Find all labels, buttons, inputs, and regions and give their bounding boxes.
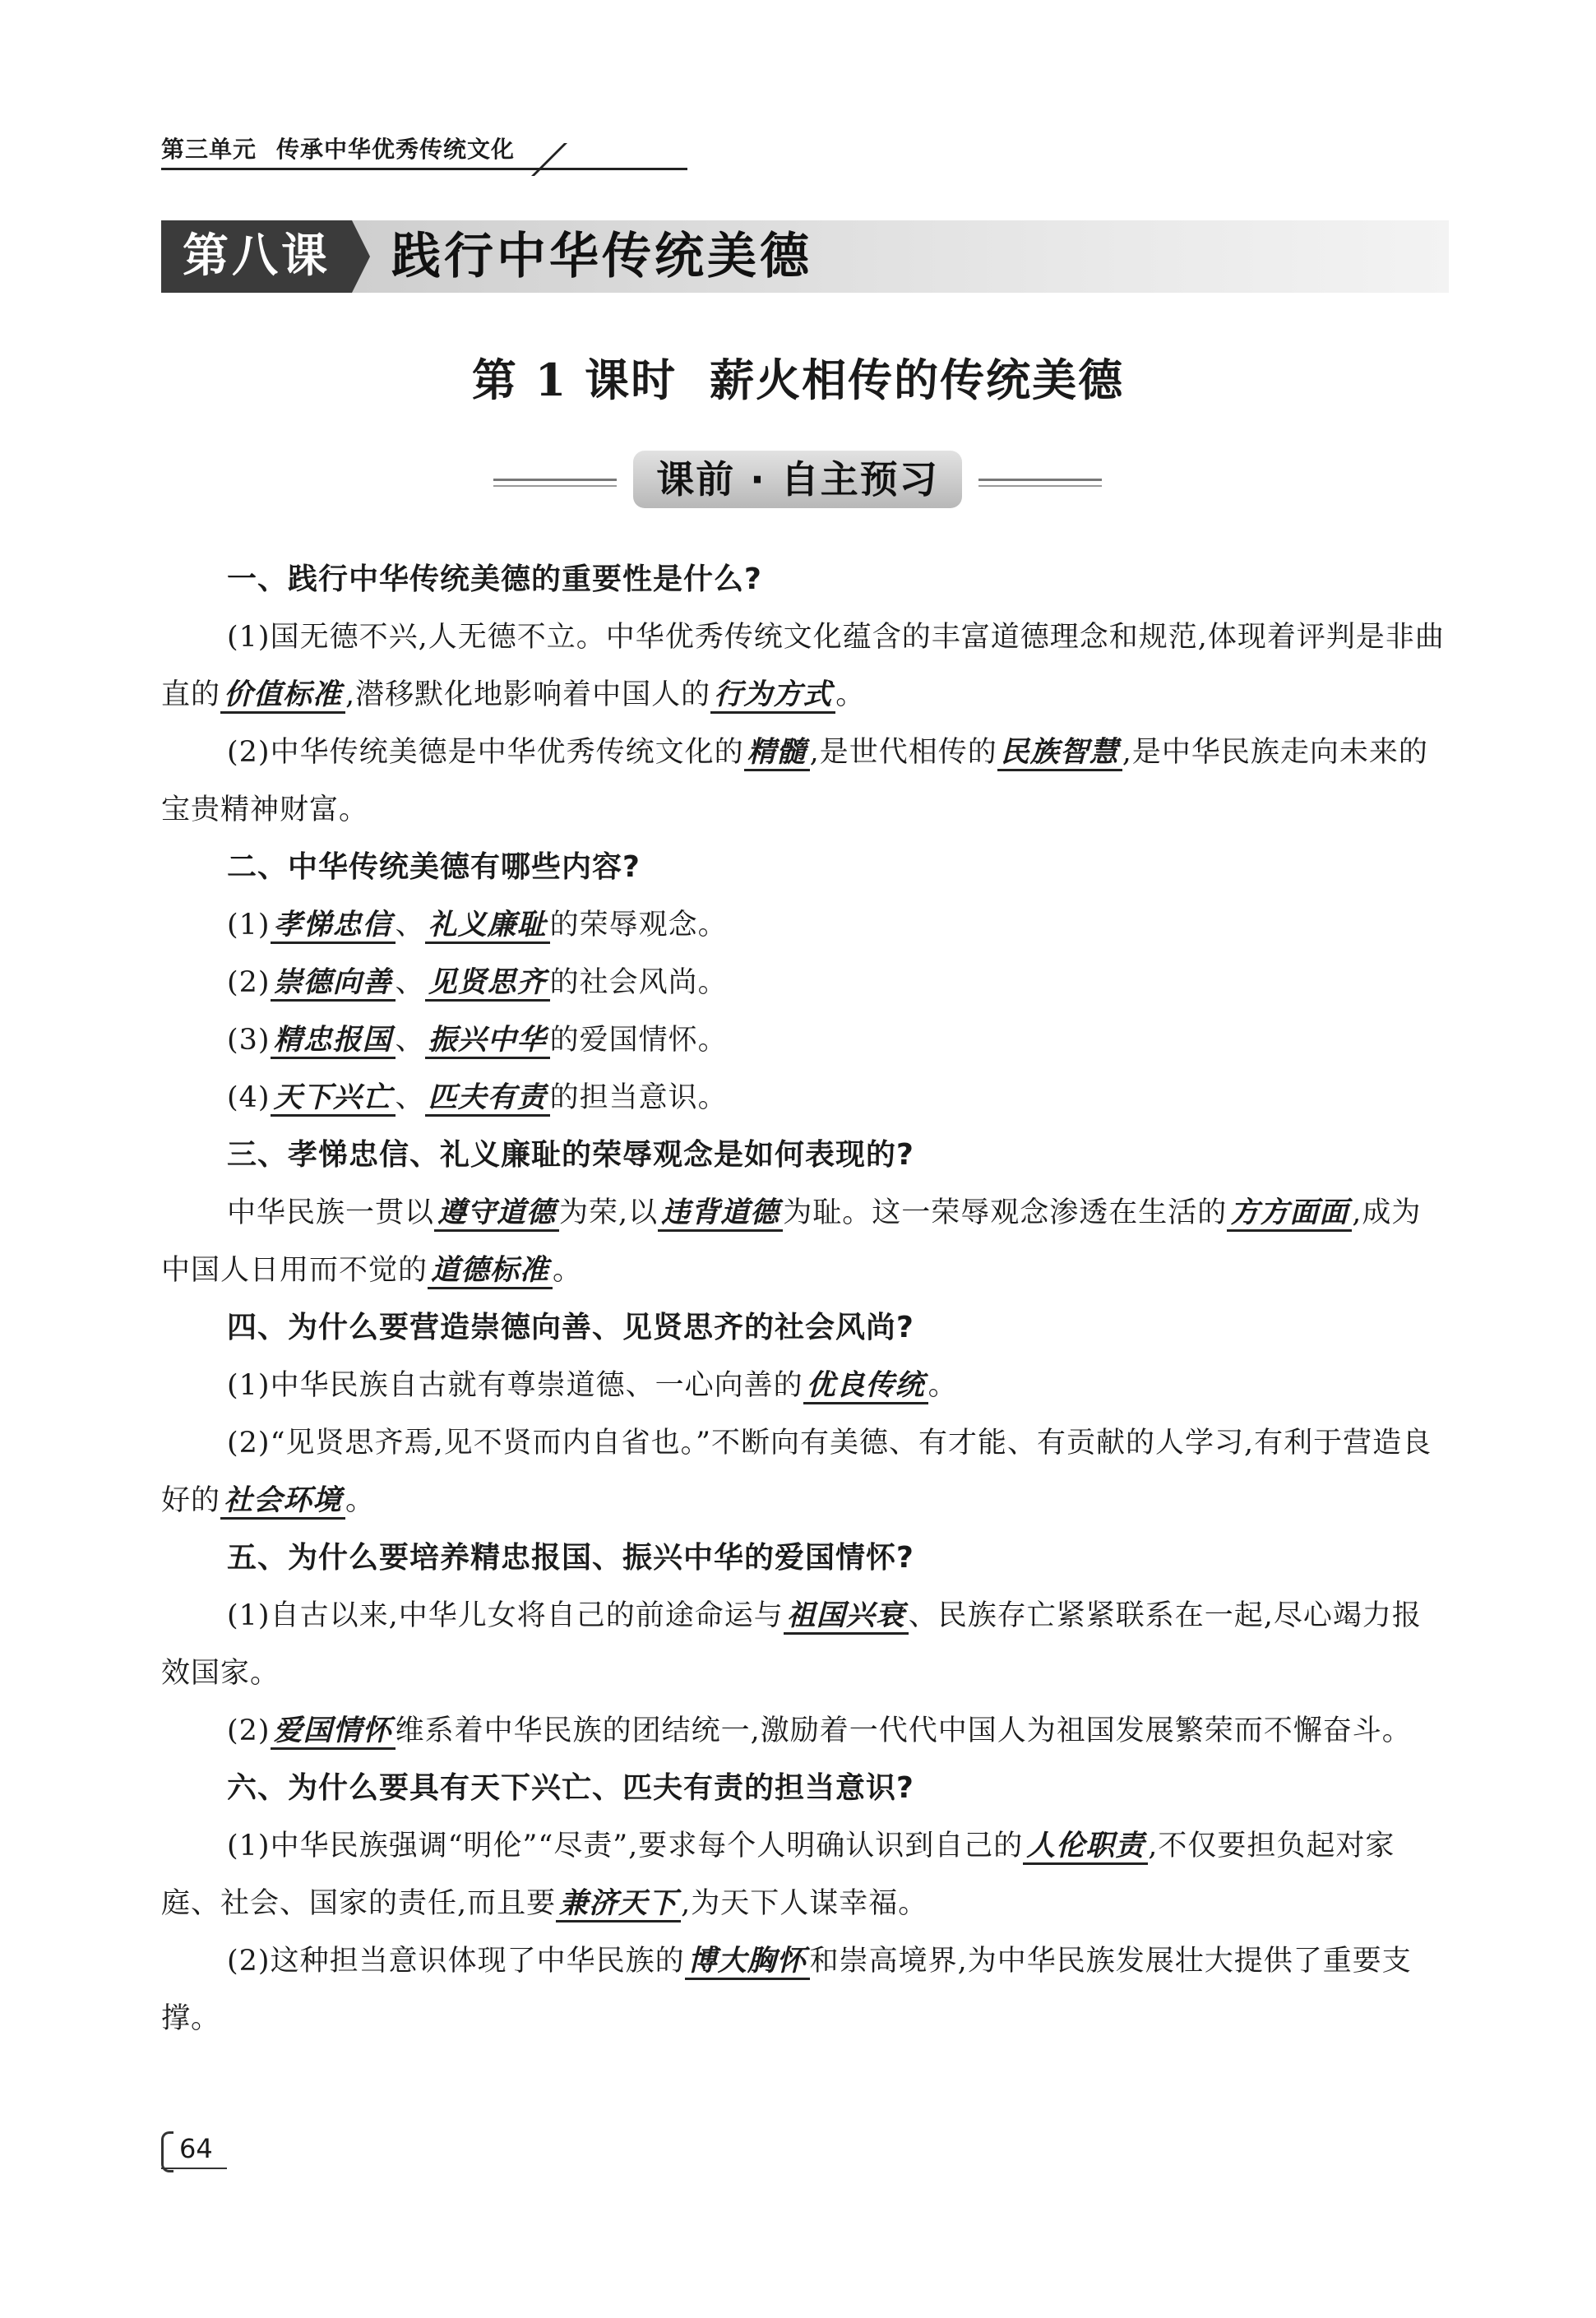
text: (4) bbox=[227, 1081, 271, 1114]
answer-blank: 见贤思齐 bbox=[425, 965, 550, 1002]
text: 和崇高境界,为中华民族发展壮大提供了重要支撑。 bbox=[161, 1945, 1412, 2035]
text: ,为天下人谋幸福。 bbox=[681, 1887, 928, 1920]
text: (3) bbox=[227, 1024, 271, 1057]
answer-blank: 博大胸怀 bbox=[685, 1944, 810, 1980]
answer-blank: 崇德向善 bbox=[271, 965, 396, 1002]
question-2-item bbox=[161, 1011, 1449, 1069]
unit-header-text bbox=[161, 132, 534, 164]
question-6-para-1 bbox=[161, 1817, 1449, 1932]
answer-blank: 价值标准 bbox=[220, 678, 345, 714]
period-name: 薪火相传的传统美德 bbox=[710, 354, 1125, 406]
text: (2) bbox=[227, 1714, 271, 1747]
answer-blank: 遵守道德 bbox=[434, 1196, 559, 1232]
text: 中华民族一贯以 bbox=[227, 1196, 435, 1229]
answer-blank: 兼济天下 bbox=[556, 1886, 681, 1922]
text: ,不仅要担负起对家庭、社会、国家的责任,而且要 bbox=[161, 1830, 1395, 1920]
text: (2) bbox=[227, 966, 271, 999]
question-4-heading: 四、为什么要营造崇德向善、见贤思齐的社会风尚? bbox=[227, 1311, 914, 1344]
question-2-item bbox=[161, 1069, 1449, 1127]
text: (2)中华传统美德是中华优秀传统文化的 bbox=[227, 736, 744, 769]
period-label: 第 1 课时 bbox=[471, 354, 678, 406]
text: 、 bbox=[395, 966, 425, 999]
text: ,是中华民族走向未来的宝贵精神财富。 bbox=[161, 736, 1428, 826]
question-5-heading: 五、为什么要培养精忠报国、振兴中华的爱国情怀? bbox=[227, 1541, 914, 1575]
section-title: 课前 · 自主预习 bbox=[633, 451, 962, 508]
unit-label: 第三单元 bbox=[161, 136, 257, 163]
answer-blank: 人伦职责 bbox=[1023, 1829, 1148, 1865]
unit-header bbox=[161, 132, 687, 173]
answer-blank: 爱国情怀 bbox=[271, 1714, 396, 1750]
text: 为耻。这一荣辱观念渗透在生活的 bbox=[783, 1196, 1228, 1229]
period-title bbox=[0, 345, 1596, 409]
text: (2)这种担当意识体现了中华民族的 bbox=[227, 1945, 685, 1978]
answer-blank: 民族智慧 bbox=[997, 735, 1122, 771]
answer-blank: 天下兴亡 bbox=[271, 1080, 396, 1117]
answer-blank: 精忠报国 bbox=[271, 1023, 396, 1059]
question-1-para-2 bbox=[161, 724, 1449, 839]
question-3-heading: 三、孝悌忠信、礼义廉耻的荣辱观念是如何表现的? bbox=[227, 1138, 914, 1172]
lesson-arrow-icon bbox=[352, 220, 370, 293]
text: ,是世代相传的 bbox=[809, 736, 997, 769]
lesson-banner bbox=[161, 220, 1449, 293]
text: 。 bbox=[835, 678, 866, 711]
text: (2)“见贤思齐焉,见不贤而内自省也。”不断向有美德、有才能、有贡献的人学习,有利于营造良好的 bbox=[161, 1427, 1432, 1517]
question-6-para-2 bbox=[161, 1932, 1449, 2047]
text: 的社会风尚。 bbox=[549, 966, 728, 999]
text: ,成为中国人日用而不觉的 bbox=[161, 1196, 1422, 1287]
text: 。 bbox=[345, 1484, 376, 1517]
question-4-para-1 bbox=[161, 1357, 1449, 1414]
text: 、 bbox=[395, 1024, 425, 1057]
answer-blank: 精髓 bbox=[744, 735, 810, 771]
text: 的爱国情怀。 bbox=[549, 1024, 728, 1057]
text: (1)自古以来,中华儿女将自己的前途命运与 bbox=[227, 1599, 784, 1632]
answer-blank: 优良传统 bbox=[803, 1368, 928, 1404]
answer-blank: 振兴中华 bbox=[425, 1023, 550, 1059]
section-line-right bbox=[978, 479, 1102, 481]
text: 的担当意识。 bbox=[549, 1081, 728, 1114]
question-6-heading: 六、为什么要具有天下兴亡、匹夫有责的担当意识? bbox=[227, 1771, 914, 1805]
page-number-text: 64 bbox=[179, 2133, 213, 2164]
answer-blank: 行为方式 bbox=[710, 678, 835, 714]
text: 、 bbox=[395, 1081, 425, 1114]
question-4-para-2 bbox=[161, 1414, 1449, 1529]
lesson-number: 第八课 bbox=[161, 220, 352, 293]
text: 。 bbox=[928, 1369, 958, 1402]
text: (1) bbox=[227, 909, 271, 942]
answer-blank: 社会环境 bbox=[220, 1483, 345, 1520]
text: ,潜移默化地影响着中国人的 bbox=[345, 678, 711, 711]
text: (1)中华民族自古就有尊崇道德、一心向善的 bbox=[227, 1369, 803, 1402]
lesson-title: 践行中华传统美德 bbox=[391, 228, 812, 285]
text: (1)中华民族强调“明伦”“尽责”,要求每个人明确认识到自己的 bbox=[227, 1830, 1024, 1862]
header-rule bbox=[161, 168, 687, 170]
text: 的荣辱观念。 bbox=[549, 909, 728, 942]
unit-title: 传承中华优秀传统文化 bbox=[276, 136, 516, 163]
question-2-item bbox=[161, 896, 1449, 954]
text: 为荣,以 bbox=[559, 1196, 659, 1229]
question-1-para-1 bbox=[161, 608, 1449, 724]
text: (1)国无德不兴,人无德不立。中华优秀传统文化蕴含的丰富道德理念和规范,体现着评判是非曲直的 bbox=[161, 621, 1445, 711]
answer-blank: 孝悌忠信 bbox=[271, 908, 396, 944]
page-bracket-icon bbox=[161, 2131, 173, 2172]
text: 、民族存亡紧紧联系在一起,尽心竭力报效国家。 bbox=[161, 1599, 1422, 1690]
text: 、 bbox=[395, 909, 425, 942]
answer-blank: 违背道德 bbox=[658, 1196, 783, 1232]
question-2-heading: 二、中华传统美德有哪些内容? bbox=[227, 850, 641, 884]
section-line-left bbox=[493, 479, 617, 481]
answer-blank: 礼义廉耻 bbox=[425, 908, 550, 944]
question-5-para-2 bbox=[161, 1702, 1449, 1760]
question-3-para bbox=[161, 1184, 1449, 1299]
answer-blank: 匹夫有责 bbox=[425, 1080, 550, 1117]
answer-blank: 方方面面 bbox=[1227, 1196, 1352, 1232]
page-number-underline bbox=[161, 2168, 227, 2169]
answer-blank: 道德标准 bbox=[428, 1253, 553, 1289]
content bbox=[161, 551, 1449, 2047]
section-banner bbox=[493, 447, 1102, 513]
text: 。 bbox=[553, 1254, 583, 1287]
question-1-heading: 一、践行中华传统美德的重要性是什么? bbox=[227, 562, 762, 596]
question-5-para-1 bbox=[161, 1587, 1449, 1702]
answer-blank: 祖国兴衰 bbox=[784, 1599, 909, 1635]
text: 维系着中华民族的团结统一,激励着一代代中国人为祖国发展繁荣而不懈奋斗。 bbox=[395, 1714, 1412, 1747]
question-2-item bbox=[161, 954, 1449, 1011]
page-number bbox=[161, 2131, 227, 2171]
